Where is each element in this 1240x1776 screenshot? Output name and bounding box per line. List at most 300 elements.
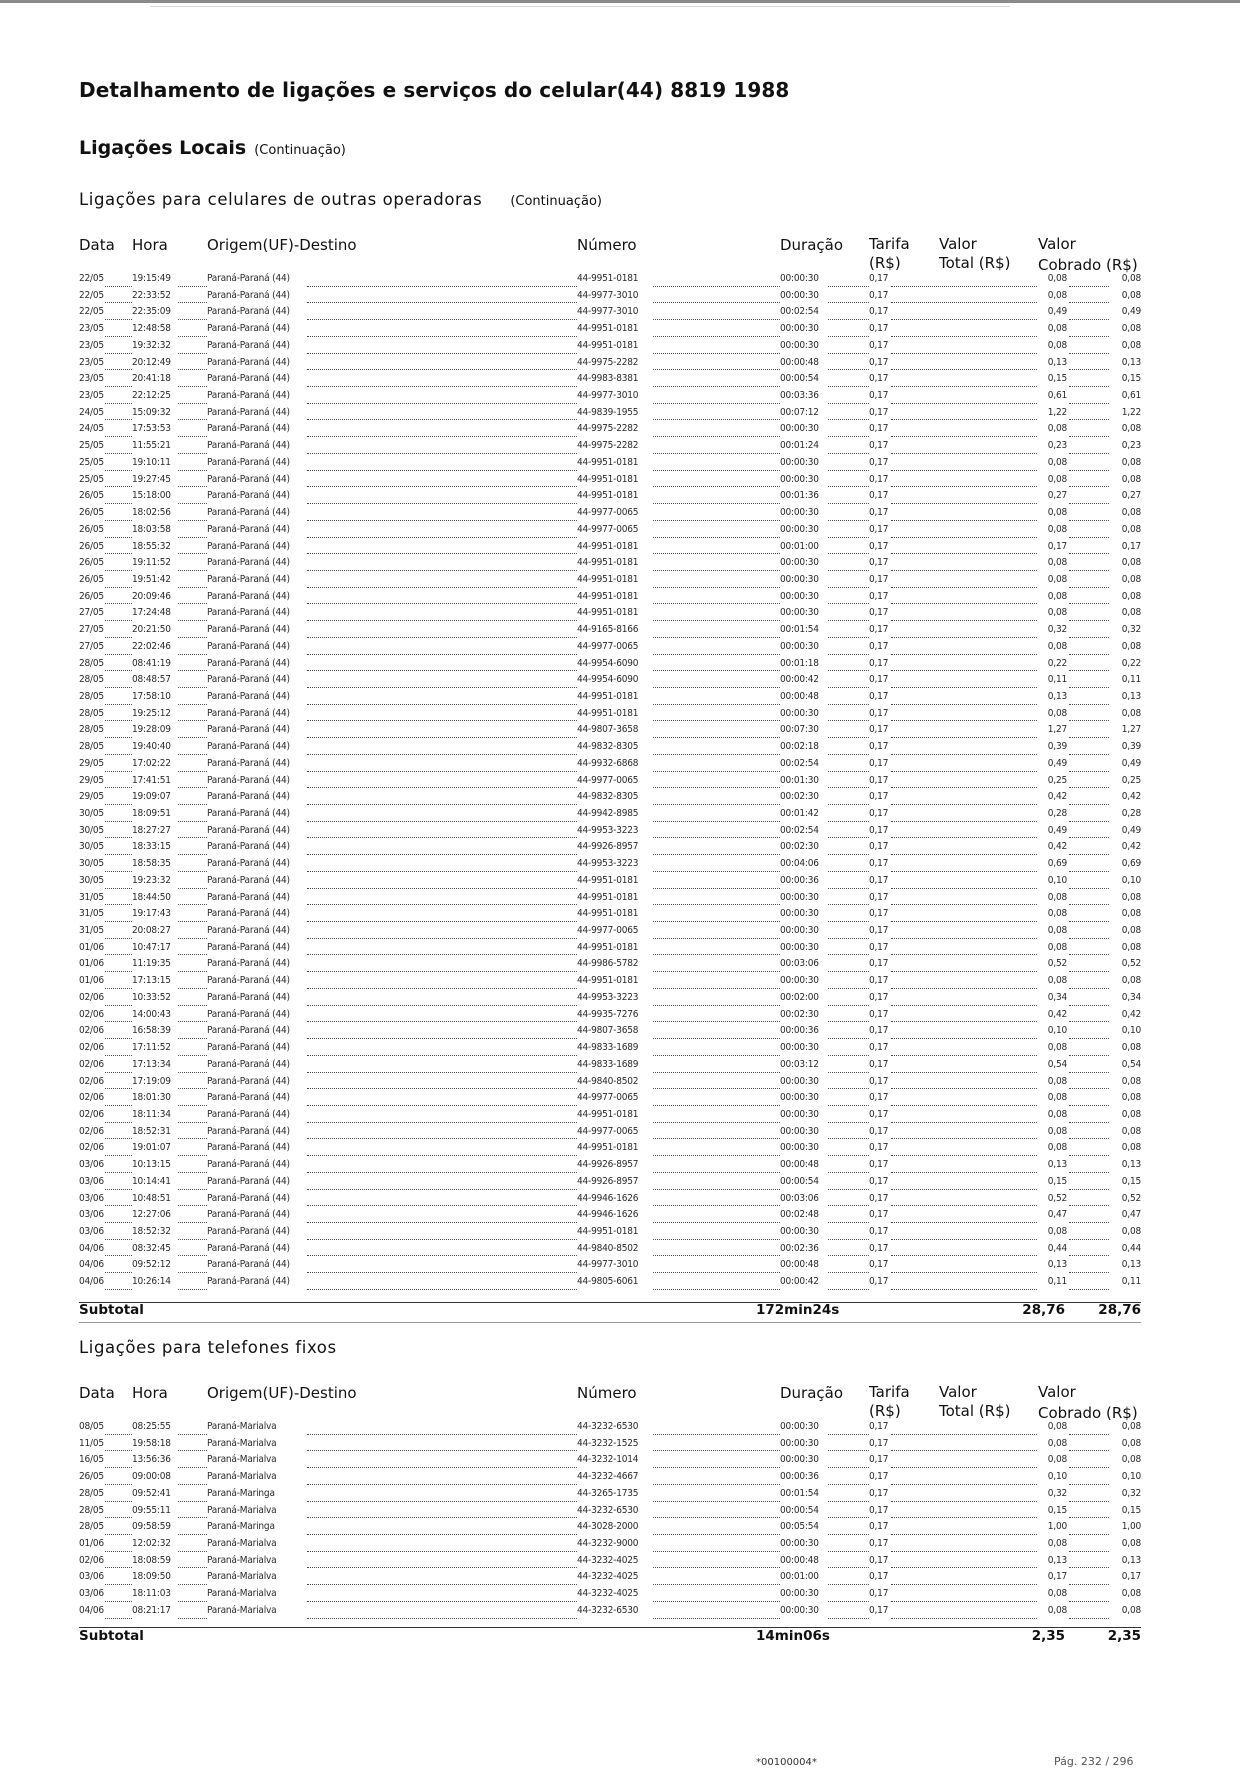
cell-duracao: 00:00:30 — [780, 590, 819, 602]
cell-vcobr: 0,08 — [1121, 1604, 1141, 1616]
cell-duracao: 00:00:30 — [780, 1125, 819, 1137]
cell-numero: 44-9951-0181 — [577, 473, 639, 485]
dotted-leader — [891, 720, 1037, 721]
dotted-leader — [307, 369, 577, 370]
dotted-leader — [1069, 1155, 1109, 1156]
dotted-leader — [178, 888, 207, 889]
cell-numero: 44-9951-0181 — [577, 273, 639, 284]
table-row — [79, 439, 1141, 456]
cell-hora: 18:03:58 — [132, 523, 171, 535]
table-row — [79, 774, 1141, 791]
cell-origem: Paraná-Paraná (44) — [207, 908, 290, 920]
cell-tarifa: 0,17 — [869, 690, 889, 702]
dotted-leader — [653, 403, 780, 404]
cell-origem: Paraná-Paraná (44) — [207, 674, 290, 686]
dotted-leader — [653, 537, 780, 538]
cell-tarifa: 0,17 — [869, 891, 889, 903]
cell-vcobr: 0,49 — [1121, 824, 1141, 836]
dotted-leader — [307, 888, 577, 889]
dotted-leader — [653, 353, 780, 354]
dotted-leader — [105, 419, 132, 420]
dotted-leader — [178, 336, 207, 337]
dotted-leader — [891, 1484, 1037, 1485]
cell-vcobr: 0,42 — [1121, 841, 1141, 853]
cell-duracao: 00:00:30 — [780, 908, 819, 920]
dotted-leader — [891, 904, 1037, 905]
cell-numero: 44-3232-1525 — [577, 1437, 639, 1449]
cell-data: 27/05 — [79, 607, 104, 619]
table-row — [79, 305, 1141, 322]
dotted-leader — [1069, 1501, 1109, 1502]
cell-data: 08/05 — [79, 1421, 104, 1432]
cell-hora: 18:09:50 — [132, 1571, 171, 1583]
cell-vtotal: 1,27 — [1047, 724, 1067, 736]
dotted-leader — [307, 1501, 577, 1502]
cell-origem: Paraná-Marialva — [207, 1421, 277, 1432]
dotted-leader — [105, 486, 132, 487]
cell-numero: 44-9951-0181 — [577, 690, 639, 702]
cell-vtotal: 0,28 — [1047, 808, 1067, 819]
dotted-leader — [1069, 603, 1109, 604]
cell-numero: 44-9975-2282 — [577, 440, 639, 452]
cell-origem: Paraná-Paraná (44) — [207, 507, 290, 519]
table-row — [79, 924, 1141, 941]
cell-numero: 44-9832-8305 — [577, 791, 639, 803]
dotted-leader — [105, 720, 132, 721]
cell-hora: 17:02:22 — [132, 757, 171, 769]
dotted-leader — [828, 302, 869, 303]
cell-data: 28/05 — [79, 657, 104, 669]
cell-tarifa: 0,17 — [869, 356, 889, 368]
dotted-leader — [891, 1038, 1037, 1039]
cell-data: 28/05 — [79, 690, 104, 702]
table-row — [79, 506, 1141, 523]
cell-tarifa: 0,17 — [869, 1421, 889, 1432]
cell-origem: Paraná-Paraná (44) — [207, 557, 290, 569]
dotted-leader — [178, 470, 207, 471]
cell-data: 03/06 — [79, 1159, 104, 1171]
cell-vcobr: 0,15 — [1121, 1504, 1141, 1516]
col-data: Data — [79, 236, 115, 254]
cell-data: 24/05 — [79, 423, 104, 435]
dotted-leader — [653, 286, 780, 287]
dotted-leader — [307, 1272, 577, 1273]
cell-origem: Paraná-Paraná (44) — [207, 757, 290, 769]
cell-tarifa: 0,17 — [869, 607, 889, 619]
dotted-leader — [178, 754, 207, 755]
cell-tarifa: 0,17 — [869, 841, 889, 853]
cell-vcobr: 0,08 — [1121, 1225, 1141, 1237]
cell-duracao: 00:02:00 — [780, 991, 819, 1003]
cell-origem: Paraná-Paraná (44) — [207, 874, 290, 886]
dotted-leader — [178, 1289, 207, 1290]
cell-data: 02/06 — [79, 1042, 104, 1054]
cell-duracao: 00:00:30 — [780, 1225, 819, 1237]
cell-hora: 09:52:12 — [132, 1259, 171, 1271]
table-row — [79, 1041, 1141, 1058]
col-tarifa-1: Tarifa — [869, 235, 910, 253]
cell-duracao: 00:00:30 — [780, 1437, 819, 1449]
dotted-leader — [891, 1551, 1037, 1552]
dotted-leader — [891, 754, 1037, 755]
dotted-leader — [828, 1618, 869, 1619]
dotted-leader — [828, 1005, 869, 1006]
dotted-leader — [653, 854, 780, 855]
cell-origem: Paraná-Paraná (44) — [207, 941, 290, 953]
dotted-leader — [105, 670, 132, 671]
cell-data: 02/06 — [79, 1092, 104, 1104]
cell-data: 31/05 — [79, 925, 104, 937]
dotted-leader — [1069, 353, 1109, 354]
dotted-leader — [178, 1484, 207, 1485]
cell-origem: Paraná-Paraná (44) — [207, 774, 290, 786]
cell-data: 25/05 — [79, 440, 104, 452]
dotted-leader — [307, 553, 577, 554]
cell-duracao: 00:00:30 — [780, 941, 819, 953]
cell-duracao: 00:00:30 — [780, 1454, 819, 1466]
table-row — [79, 1470, 1141, 1487]
cell-vcobr: 0,08 — [1121, 607, 1141, 619]
dotted-leader — [828, 754, 869, 755]
dotted-leader — [828, 1172, 869, 1173]
cell-vtotal: 0,39 — [1047, 741, 1067, 753]
cell-vcobr: 0,08 — [1121, 1042, 1141, 1054]
dotted-leader — [307, 854, 577, 855]
cell-tarifa: 0,17 — [869, 1008, 889, 1020]
cell-hora: 10:48:51 — [132, 1192, 171, 1204]
dotted-leader — [891, 369, 1037, 370]
cell-origem: Paraná-Marialva — [207, 1571, 277, 1583]
cell-hora: 17:58:10 — [132, 690, 171, 702]
cell-hora: 09:58:59 — [132, 1521, 171, 1533]
cell-tarifa: 0,17 — [869, 1175, 889, 1187]
cell-origem: Paraná-Paraná (44) — [207, 356, 290, 368]
cell-numero: 44-9977-3010 — [577, 390, 639, 402]
cell-tarifa: 0,17 — [869, 741, 889, 753]
cell-data: 02/06 — [79, 1554, 104, 1566]
cell-hora: 11:19:35 — [132, 958, 171, 970]
dotted-leader — [653, 1189, 780, 1190]
dotted-leader — [653, 1088, 780, 1089]
cell-vcobr: 0,08 — [1121, 523, 1141, 535]
dotted-leader — [891, 1155, 1037, 1156]
page-number: Pág. 232 / 296 — [1054, 1755, 1134, 1768]
dotted-leader — [891, 403, 1037, 404]
dotted-leader — [307, 436, 577, 437]
dotted-leader — [1069, 988, 1109, 989]
cell-hora: 10:33:52 — [132, 991, 171, 1003]
cell-data: 23/05 — [79, 323, 104, 335]
dotted-leader — [1069, 1222, 1109, 1223]
cell-vtotal: 0,49 — [1047, 757, 1067, 769]
dotted-leader — [105, 1255, 132, 1256]
dotted-leader — [891, 453, 1037, 454]
cell-origem: Paraná-Marialva — [207, 1588, 277, 1600]
cell-duracao: 00:00:30 — [780, 507, 819, 519]
table-row — [79, 1141, 1141, 1158]
cell-origem: Paraná-Paraná (44) — [207, 724, 290, 736]
dotted-leader — [307, 670, 577, 671]
dotted-leader — [828, 1272, 869, 1273]
dotted-leader — [178, 1601, 207, 1602]
dotted-leader — [307, 1189, 577, 1190]
cell-vtotal: 0,08 — [1047, 573, 1067, 585]
cell-numero: 44-9833-1689 — [577, 1058, 639, 1070]
dotted-leader — [178, 1551, 207, 1552]
dotted-leader — [1069, 804, 1109, 805]
cell-vcobr: 0,44 — [1121, 1242, 1141, 1254]
dotted-leader — [178, 1038, 207, 1039]
cell-duracao: 00:03:06 — [780, 958, 819, 970]
dotted-leader — [105, 1517, 132, 1518]
cell-duracao: 00:00:42 — [780, 674, 819, 686]
cell-data: 03/06 — [79, 1192, 104, 1204]
dotted-leader — [105, 570, 132, 571]
dotted-leader — [653, 1272, 780, 1273]
dotted-leader — [178, 603, 207, 604]
dotted-leader — [307, 637, 577, 638]
cell-hora: 19:11:52 — [132, 557, 171, 569]
cell-origem: Paraná-Paraná (44) — [207, 523, 290, 535]
cell-origem: Paraná-Paraná (44) — [207, 273, 290, 284]
cell-vcobr: 0,52 — [1121, 958, 1141, 970]
dotted-leader — [891, 787, 1037, 788]
cell-vcobr: 0,13 — [1121, 356, 1141, 368]
dotted-leader — [653, 1138, 780, 1139]
dotted-leader — [307, 704, 577, 705]
table-row — [79, 757, 1141, 774]
dotted-leader — [653, 336, 780, 337]
dotted-leader — [653, 570, 780, 571]
dotted-leader — [828, 837, 869, 838]
cell-tarifa: 0,17 — [869, 958, 889, 970]
cell-duracao: 00:00:30 — [780, 1588, 819, 1600]
cell-data: 23/05 — [79, 373, 104, 385]
dotted-leader — [178, 520, 207, 521]
barcode-text: *00100004* — [756, 1757, 817, 1768]
cell-origem: Paraná-Paraná (44) — [207, 1025, 290, 1037]
col-duracao: Duração — [780, 1384, 844, 1402]
dotted-leader — [653, 1255, 780, 1256]
cell-vtotal: 0,47 — [1047, 1209, 1067, 1221]
cell-numero: 44-9977-3010 — [577, 289, 639, 301]
dotted-leader — [653, 804, 780, 805]
dotted-leader — [307, 302, 577, 303]
dotted-leader — [891, 888, 1037, 889]
dotted-leader — [1069, 654, 1109, 655]
cell-data: 31/05 — [79, 891, 104, 903]
dotted-leader — [178, 1584, 207, 1585]
dotted-leader — [307, 537, 577, 538]
cell-origem: Paraná-Paraná (44) — [207, 406, 290, 418]
cell-numero: 44-9951-0181 — [577, 1142, 639, 1154]
cell-data: 26/05 — [79, 490, 104, 502]
cell-vcobr: 0,08 — [1121, 891, 1141, 903]
dotted-leader — [307, 620, 577, 621]
cell-origem: Paraná-Paraná (44) — [207, 741, 290, 753]
dotted-leader — [891, 1584, 1037, 1585]
dotted-leader — [105, 921, 132, 922]
cell-tarifa: 0,17 — [869, 640, 889, 652]
cell-origem: Paraná-Paraná (44) — [207, 423, 290, 435]
cell-hora: 19:23:32 — [132, 874, 171, 886]
cell-data: 01/06 — [79, 975, 104, 987]
cell-data: 30/05 — [79, 808, 104, 819]
cell-duracao: 00:02:36 — [780, 1242, 819, 1254]
table-row — [79, 1158, 1141, 1175]
cell-hora: 22:02:46 — [132, 640, 171, 652]
celulares-title-label: Ligações para celulares de outras operadoras — [79, 190, 483, 209]
dotted-leader — [105, 1501, 132, 1502]
dotted-leader — [891, 737, 1037, 738]
table-row — [79, 590, 1141, 607]
dotted-leader — [828, 1072, 869, 1073]
cell-hora: 08:41:19 — [132, 657, 171, 669]
cell-data: 04/06 — [79, 1276, 104, 1288]
col-tarifa-1: Tarifa — [869, 1383, 910, 1401]
dotted-leader — [828, 1138, 869, 1139]
table-row — [79, 1604, 1141, 1621]
table-row — [79, 573, 1141, 590]
dotted-leader — [105, 1467, 132, 1468]
cell-hora: 19:15:49 — [132, 273, 171, 284]
cell-origem: Paraná-Paraná (44) — [207, 958, 290, 970]
cell-vcobr: 0,13 — [1121, 1259, 1141, 1271]
cell-data: 28/05 — [79, 674, 104, 686]
dotted-leader — [307, 837, 577, 838]
dotted-leader — [828, 1501, 869, 1502]
cell-numero: 44-9951-0181 — [577, 339, 639, 351]
cell-origem: Paraná-Paraná (44) — [207, 707, 290, 719]
cell-vcobr: 0,15 — [1121, 1175, 1141, 1187]
dotted-leader — [653, 787, 780, 788]
dotted-leader — [178, 1255, 207, 1256]
dotted-leader — [178, 687, 207, 688]
cell-duracao: 00:00:30 — [780, 925, 819, 937]
dotted-leader — [891, 1222, 1037, 1223]
table-row — [79, 1008, 1141, 1025]
cell-vtotal: 0,08 — [1047, 339, 1067, 351]
subtotal-valor-cobrado: 2,35 — [1107, 1628, 1141, 1644]
dotted-leader — [653, 386, 780, 387]
dotted-leader — [307, 988, 577, 989]
cell-data: 26/05 — [79, 1471, 104, 1483]
cell-tarifa: 0,17 — [869, 540, 889, 552]
dotted-leader — [307, 1534, 577, 1535]
dotted-leader — [891, 386, 1037, 387]
cell-vtotal: 0,54 — [1047, 1058, 1067, 1070]
dotted-leader — [105, 1584, 132, 1585]
dotted-leader — [307, 1055, 577, 1056]
table-row — [79, 957, 1141, 974]
cell-numero: 44-3232-4025 — [577, 1571, 639, 1583]
dotted-leader — [1069, 553, 1109, 554]
dotted-leader — [891, 1567, 1037, 1568]
cell-numero: 44-9951-0181 — [577, 1225, 639, 1237]
cell-origem: Paraná-Paraná (44) — [207, 323, 290, 335]
dotted-leader — [891, 854, 1037, 855]
dotted-leader — [828, 453, 869, 454]
dotted-leader — [307, 654, 577, 655]
dotted-leader — [828, 687, 869, 688]
cell-data: 02/06 — [79, 1025, 104, 1037]
dotted-leader — [891, 1517, 1037, 1518]
cell-vtotal: 1,00 — [1047, 1521, 1067, 1533]
subtotal-label: Subtotal — [79, 1628, 144, 1644]
dotted-leader — [1069, 771, 1109, 772]
cell-duracao: 00:00:30 — [780, 557, 819, 569]
dotted-leader — [828, 871, 869, 872]
dotted-leader — [178, 587, 207, 588]
dotted-leader — [653, 520, 780, 521]
cell-origem: Paraná-Maringa — [207, 1487, 275, 1499]
dotted-leader — [1069, 520, 1109, 521]
dotted-leader — [105, 1138, 132, 1139]
cell-hora: 13:56:36 — [132, 1454, 171, 1466]
dotted-leader — [178, 436, 207, 437]
cell-data: 26/05 — [79, 590, 104, 602]
cell-hora: 19:25:12 — [132, 707, 171, 719]
cell-data: 30/05 — [79, 874, 104, 886]
cell-vtotal: 0,27 — [1047, 490, 1067, 502]
table-row — [79, 1487, 1141, 1504]
cell-hora: 10:14:41 — [132, 1175, 171, 1187]
dotted-leader — [891, 1189, 1037, 1190]
cell-numero: 44-9951-0181 — [577, 908, 639, 920]
dotted-leader — [1069, 971, 1109, 972]
dotted-leader — [653, 1450, 780, 1451]
dotted-leader — [178, 286, 207, 287]
cell-tarifa: 0,17 — [869, 1108, 889, 1120]
dotted-leader — [105, 1055, 132, 1056]
dotted-leader — [178, 637, 207, 638]
cell-data: 28/05 — [79, 1504, 104, 1516]
cell-vcobr: 0,08 — [1121, 1421, 1141, 1432]
dotted-leader — [828, 1255, 869, 1256]
cell-origem: Paraná-Marialva — [207, 1554, 277, 1566]
dotted-leader — [891, 520, 1037, 521]
dotted-leader — [1069, 1289, 1109, 1290]
cell-numero: 44-3232-6530 — [577, 1421, 639, 1432]
cell-tarifa: 0,17 — [869, 406, 889, 418]
cell-numero: 44-3028-2000 — [577, 1521, 639, 1533]
dotted-leader — [891, 486, 1037, 487]
cell-tarifa: 0,17 — [869, 1437, 889, 1449]
cell-tarifa: 0,17 — [869, 991, 889, 1003]
dotted-leader — [891, 1172, 1037, 1173]
dotted-leader — [105, 1601, 132, 1602]
cell-vcobr: 0,15 — [1121, 373, 1141, 385]
cell-numero: 44-9807-3658 — [577, 1025, 639, 1037]
dotted-leader — [178, 1072, 207, 1073]
cell-tarifa: 0,17 — [869, 440, 889, 452]
dotted-leader — [307, 1088, 577, 1089]
dotted-leader — [891, 1534, 1037, 1535]
dotted-leader — [828, 470, 869, 471]
cell-numero: 44-9953-3223 — [577, 824, 639, 836]
table-row — [79, 356, 1141, 373]
dotted-leader — [105, 1038, 132, 1039]
cell-duracao: 00:01:36 — [780, 490, 819, 502]
cell-origem: Paraná-Paraná (44) — [207, 1175, 290, 1187]
dotted-leader — [828, 988, 869, 989]
dotted-leader — [105, 1189, 132, 1190]
table-row — [79, 272, 1141, 289]
cell-vtotal: 0,52 — [1047, 1192, 1067, 1204]
dotted-leader — [105, 369, 132, 370]
table-row — [79, 372, 1141, 389]
cell-numero: 44-9977-3010 — [577, 1259, 639, 1271]
